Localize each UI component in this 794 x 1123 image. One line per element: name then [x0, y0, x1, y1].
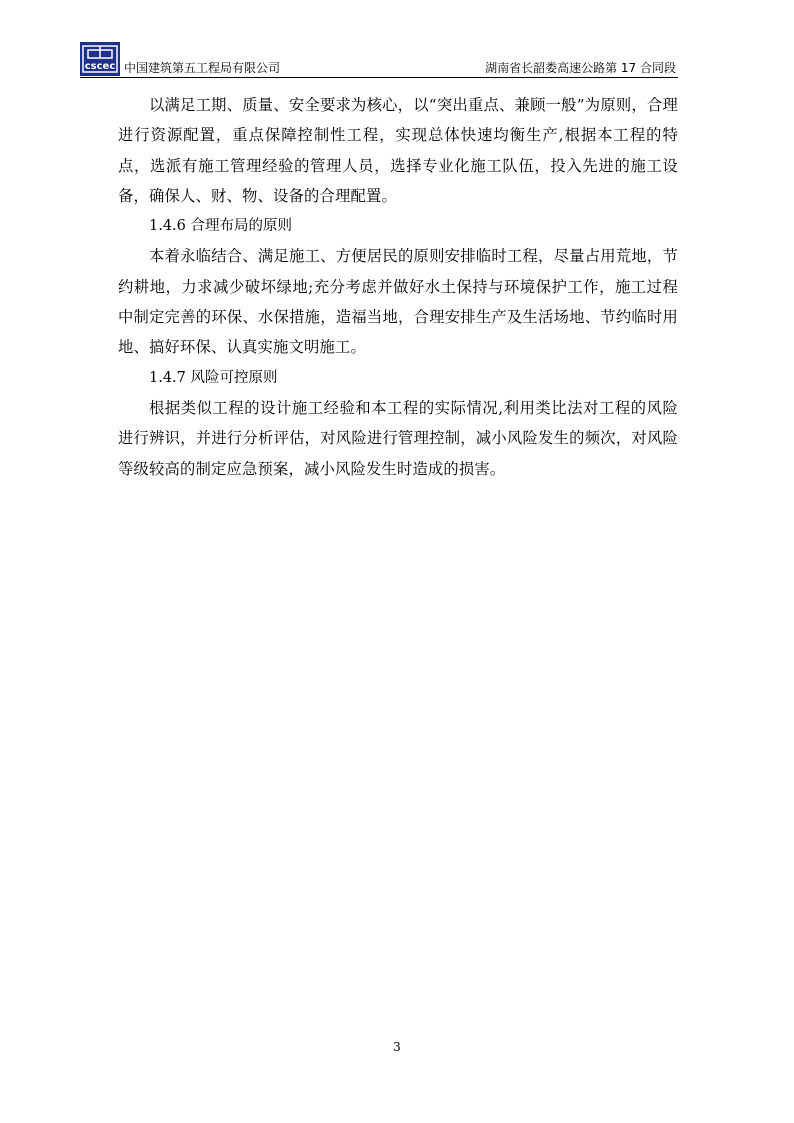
paragraph-resource-allocation: 以满足工期、质量、安全要求为核心，以“突出重点、兼顾一般”为原则，合理进行资源配置，重点保障控制性工程，实现总体快速均衡生产,根据本工程的特点，选派有施工管理经验的管理人员，选择专业化施工队伍，投入先进的施工设备，确保人、财、物、设备的合理配置。	[118, 96, 678, 205]
company-name: 中国建筑第五工程局有限公司	[124, 61, 281, 75]
project-name: 湖南省长韶娄高速公路第 17 合同段	[485, 61, 676, 75]
header-divider	[80, 77, 678, 78]
paragraph-risk-control: 根据类似工程的设计施工经验和本工程的实际情况,利用类比法对工程的风险进行辨识，并进行分析评估，对风险进行管理控制，减小风险发生的频次，对风险等级较高的制定应急预案，减小风险发生时造成的损害。	[118, 398, 678, 478]
section-heading-1-4-7: 1.4.7 风险可控原则	[149, 369, 278, 386]
page-number: 3	[393, 1040, 401, 1054]
page-header	[80, 40, 678, 76]
company-logo	[80, 42, 120, 76]
section-heading-1-4-6: 1.4.6 合理布局的原则	[149, 218, 293, 235]
document-body	[118, 90, 678, 484]
logo-mark	[82, 45, 118, 73]
logo-text: cscec	[84, 61, 116, 72]
paragraph-layout-principle: 本着永临结合、满足施工、方便居民的原则安排临时工程，尽量占用荒地，节约耕地，力求减少破坏绿地;充分考虑并做好水土保持与环境保护工作，施工过程中制定完善的环保、水保措施，造福当地，合理安排生产及生活场地、节约临时用地、搞好环保、认真实施文明施工。	[118, 247, 678, 357]
